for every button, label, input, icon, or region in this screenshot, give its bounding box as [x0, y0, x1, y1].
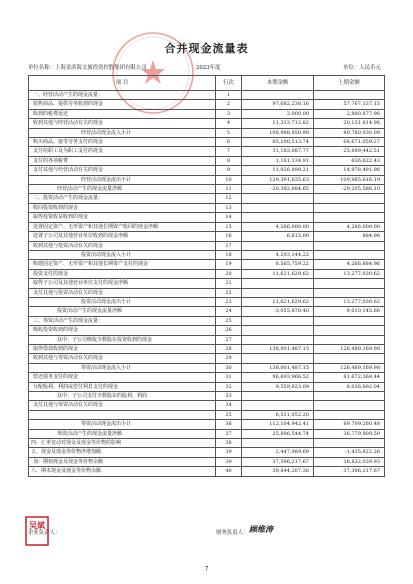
- row-item-label: 二、投资活动产生的现金流量：: [29, 194, 216, 203]
- row-item-label: 投资支付的现金: [29, 269, 216, 278]
- row-number: 23: [216, 297, 242, 306]
- row-current-amount: [242, 203, 314, 212]
- row-current-amount: 129,391,635.63: [242, 175, 314, 184]
- table-row: [29, 439, 385, 448]
- table-row: [29, 297, 385, 306]
- table-row: [29, 467, 385, 476]
- row-current-amount: [242, 392, 314, 401]
- table-row: [29, 420, 385, 429]
- row-item-label: 购建固定资产、无形资产和其他长期资产支付的现金: [29, 260, 216, 269]
- row-item-label: 支付给职工及为职工支付的现金: [29, 147, 216, 156]
- row-item-label: 收到其他与经营活动有关的现金: [29, 119, 216, 128]
- row-current-amount: -3,055,870.40: [242, 307, 314, 316]
- row-number: 9: [216, 166, 242, 175]
- row-item-label: 收到其他与投资活动有关的现金: [29, 241, 216, 250]
- row-item-label: 处置固定资产、无形资产和其他长期资产收回的现金净额: [29, 222, 216, 231]
- stamp-text: 吴斌: [29, 520, 45, 530]
- row-current-amount: -20,392,684.65: [242, 185, 314, 194]
- row-previous-amount: [314, 288, 385, 297]
- row-number: 34: [216, 401, 242, 410]
- row-previous-amount: 25,699,442.51: [314, 147, 385, 156]
- row-number: 16: [216, 232, 242, 241]
- header-current: 本期金额: [242, 76, 314, 91]
- table-row: [29, 250, 385, 259]
- row-item-label: 投资活动产生的现金流量净额: [29, 307, 216, 316]
- row-item-label: 收回投资收到的现金: [29, 203, 216, 212]
- row-number: 40: [216, 467, 242, 476]
- row-previous-amount: 109,985,616.19: [314, 175, 385, 184]
- row-previous-amount: 126,489,169.98: [314, 344, 385, 353]
- row-current-amount: [242, 316, 314, 325]
- row-number: 21: [216, 279, 242, 288]
- row-current-amount: 25,896,544.74: [242, 429, 314, 438]
- row-item-label: 购买商品、接受劳务支付的现金: [29, 138, 216, 147]
- row-current-amount: [242, 288, 314, 297]
- table-row: [29, 91, 385, 100]
- row-previous-amount: [314, 203, 385, 212]
- row-item-label: 其中：子公司支付少数股东的股利、利润: [29, 392, 216, 401]
- table-row: [29, 382, 385, 391]
- table-row: [29, 109, 385, 118]
- row-item-label: 投资活动现金流入小计: [29, 250, 216, 259]
- cash-flow-table: [28, 75, 385, 477]
- row-item-label: 支付其他与筹资活动有关的现金: [29, 401, 216, 410]
- row-previous-amount: [314, 241, 385, 250]
- row-number: 27: [216, 335, 242, 344]
- table-row: [29, 363, 385, 372]
- row-number: 24: [216, 307, 242, 316]
- table-row: [29, 326, 385, 335]
- row-current-amount: 8,565,759.22: [242, 260, 314, 269]
- header-item: 项 目: [29, 76, 216, 91]
- row-previous-amount: 4,266,884.96: [314, 260, 385, 269]
- row-item-label: 经营活动产生的现金流量净额: [29, 185, 216, 194]
- row-number: 25: [216, 316, 242, 325]
- row-number: 5: [216, 128, 242, 137]
- row-previous-amount: 89,709,260.48: [314, 420, 385, 429]
- row-item-label: 处置子公司及其他营业单位收到的现金净额: [29, 232, 216, 241]
- row-previous-amount: [314, 410, 385, 419]
- row-item-label: 收到的税费返还: [29, 109, 216, 118]
- row-current-amount: [242, 91, 314, 100]
- row-previous-amount: -1,435,822.26: [314, 448, 385, 457]
- row-item-label: 投资活动现金流出小计: [29, 297, 216, 306]
- row-current-amount: 11,621,629.62: [242, 297, 314, 306]
- row-number: 30: [216, 363, 242, 372]
- row-number: 32: [216, 382, 242, 391]
- table-row: [29, 373, 385, 382]
- row-number: 13: [216, 203, 242, 212]
- row-previous-amount: 4,266,000.00: [314, 222, 385, 231]
- row-current-amount: [242, 326, 314, 335]
- row-current-amount: 6,511,052.20: [242, 410, 314, 419]
- row-item-label: 收到其他与筹资活动有关的现金: [29, 354, 216, 363]
- table-row: [29, 279, 385, 288]
- row-item-label: 五、现金及现金等价物净增加额: [29, 448, 216, 457]
- row-current-amount: [242, 401, 314, 410]
- row-number: 39: [216, 457, 242, 466]
- row-number: 1: [216, 91, 242, 100]
- table-row: [29, 119, 385, 128]
- row-current-amount: 39,844,207.36: [242, 467, 314, 476]
- leader-label: 企业负责人：: [28, 530, 61, 536]
- table-header-row: [29, 76, 385, 91]
- row-item-label: 筹资活动产生的现金流量净额: [29, 429, 216, 438]
- table-row: [29, 269, 385, 278]
- row-previous-amount: 13,277,030.62: [314, 297, 385, 306]
- row-current-amount: [242, 213, 314, 222]
- row-current-amount: 96,693,966.52: [242, 373, 314, 382]
- row-number: 6: [216, 138, 242, 147]
- row-number: 35: [216, 410, 242, 419]
- row-item-label: 销售商品、提供劳务收到的现金: [29, 100, 216, 109]
- page-title: 合并现金流量表: [164, 42, 249, 55]
- row-number: 22: [216, 288, 242, 297]
- row-number: 11: [216, 185, 242, 194]
- table-row: [29, 448, 385, 457]
- row-previous-amount: 9,010,145.66: [314, 307, 385, 316]
- row-current-amount: [242, 279, 314, 288]
- row-current-amount: 11,926,899.21: [242, 166, 314, 175]
- row-number: 19: [216, 260, 242, 269]
- row-current-amount: 37,396,217.67: [242, 457, 314, 466]
- row-previous-amount: [314, 439, 385, 448]
- table-row: [29, 344, 385, 353]
- row-previous-amount: 57,767,337.15: [314, 100, 385, 109]
- row-previous-amount: [314, 213, 385, 222]
- row-current-amount: 9,559,923.09: [242, 382, 314, 391]
- row-item-label: [29, 410, 216, 419]
- header-previous: 上期金额: [314, 76, 385, 91]
- row-current-amount: 4,293,144.22: [242, 250, 314, 259]
- row-number: 20: [216, 269, 242, 278]
- row-item-label: 加：期初现金及现金等价物余额: [29, 457, 216, 466]
- row-number: 39: [216, 448, 242, 457]
- row-number: 4: [216, 119, 242, 128]
- table-row: [29, 128, 385, 137]
- table-row: [29, 213, 385, 222]
- table-row: [29, 307, 385, 316]
- table-row: [29, 232, 385, 241]
- row-number: 2: [216, 100, 242, 109]
- row-number: 17: [216, 241, 242, 250]
- row-item-label: 支付其他与投资活动有关的现金: [29, 288, 216, 297]
- row-previous-amount: 636,622.43: [314, 156, 385, 165]
- table-row: [29, 175, 385, 184]
- row-previous-amount: [314, 354, 385, 363]
- row-previous-amount: 81,672,368.44: [314, 373, 385, 382]
- row-item-label: 分配股利、利润或偿付利息支付的现金: [29, 382, 216, 391]
- table-row: [29, 335, 385, 344]
- row-number: 10: [216, 175, 242, 184]
- row-previous-amount: 13,277,030.62: [314, 269, 385, 278]
- unit-name: 单位名称：上海金滨海文旅投资控股集团有限公司: [28, 65, 147, 71]
- row-number: 12: [216, 194, 242, 203]
- row-number: 31: [216, 373, 242, 382]
- row-number: 38: [216, 439, 242, 448]
- row-current-amount: 108,998,950.98: [242, 128, 314, 137]
- row-previous-amount: [314, 401, 385, 410]
- row-previous-amount: [314, 326, 385, 335]
- row-current-amount: [242, 354, 314, 363]
- row-number: 29: [216, 354, 242, 363]
- row-item-label: 取得借款收到的现金: [29, 344, 216, 353]
- row-previous-amount: [314, 250, 385, 259]
- row-number: 8: [216, 156, 242, 165]
- table-row: [29, 100, 385, 109]
- table-row: [29, 203, 385, 212]
- row-item-label: 其中：子公司吸收少数股东投资收到的现金: [29, 335, 216, 344]
- row-previous-amount: -29,205,586.10: [314, 185, 385, 194]
- row-number: 7: [216, 147, 242, 156]
- table-row: [29, 410, 385, 419]
- row-current-amount: 112,104,942.41: [242, 420, 314, 429]
- row-previous-amount: 37,396,217.67: [314, 467, 385, 476]
- row-previous-amount: 126,489,169.98: [314, 363, 385, 372]
- finance-signature: 顾维涛: [249, 524, 273, 534]
- row-current-amount: 1,181,134.91: [242, 156, 314, 165]
- row-item-label: 筹资活动现金流出小计: [29, 420, 216, 429]
- row-previous-amount: [314, 392, 385, 401]
- row-previous-amount: 14,978,491.98: [314, 166, 385, 175]
- table-row: [29, 316, 385, 325]
- row-current-amount: 97,682,238.16: [242, 100, 314, 109]
- row-current-amount: 11,313,712.82: [242, 119, 314, 128]
- finance-label: 财务负责人：: [216, 530, 249, 536]
- table-row: [29, 147, 385, 156]
- table-row: [29, 166, 385, 175]
- table-row: [29, 138, 385, 147]
- row-number: 33: [216, 392, 242, 401]
- row-current-amount: 6,615.00: [242, 232, 314, 241]
- row-previous-amount: 68,671,059.27: [314, 138, 385, 147]
- row-current-amount: [242, 194, 314, 203]
- row-current-amount: 11,621,629.62: [242, 269, 314, 278]
- row-number: 26: [216, 326, 242, 335]
- row-item-label: 筹资活动现金流入小计: [29, 363, 216, 372]
- row-item-label: 经营活动现金流出小计: [29, 175, 216, 184]
- row-previous-amount: 80,780,030.09: [314, 128, 385, 137]
- row-item-label: 偿还债务支付的现金: [29, 373, 216, 382]
- row-number: 14: [216, 213, 242, 222]
- row-item-label: 经营活动现金流入小计: [29, 128, 216, 137]
- row-number: 37: [216, 429, 242, 438]
- currency-unit: 单位：人民币元: [343, 65, 381, 71]
- row-previous-amount: [314, 316, 385, 325]
- table-row: [29, 429, 385, 438]
- table-row: [29, 156, 385, 165]
- row-previous-amount: [314, 279, 385, 288]
- page-number: 7: [204, 566, 209, 573]
- table-row: [29, 260, 385, 269]
- table-row: [29, 392, 385, 401]
- row-previous-amount: 884.96: [314, 232, 385, 241]
- row-current-amount: [242, 241, 314, 250]
- row-number: 28: [216, 344, 242, 353]
- row-item-label: 一、经营活动产生的现金流量：: [29, 91, 216, 100]
- table-row: [29, 241, 385, 250]
- row-current-amount: [242, 335, 314, 344]
- table-row: [29, 194, 385, 203]
- row-item-label: 取得子公司及其他营业单位支付的现金净额: [29, 279, 216, 288]
- row-previous-amount: [314, 91, 385, 100]
- row-item-label: 取得投资收益收到的现金: [29, 213, 216, 222]
- row-previous-amount: 38,832,039.93: [314, 457, 385, 466]
- row-item-label: 支付其他与经营活动有关的现金: [29, 166, 216, 175]
- row-previous-amount: 2,880,877.96: [314, 109, 385, 118]
- row-item-label: 支付的各项税费: [29, 156, 216, 165]
- row-current-amount: 138,001,487.15: [242, 344, 314, 353]
- table-row: [29, 222, 385, 231]
- row-number: 3: [216, 109, 242, 118]
- table-row: [29, 401, 385, 410]
- table-row: [29, 354, 385, 363]
- row-current-amount: [242, 439, 314, 448]
- row-current-amount: 85,100,513.74: [242, 138, 314, 147]
- row-previous-amount: 8,036,892.04: [314, 382, 385, 391]
- row-current-amount: 2,447,989.69: [242, 448, 314, 457]
- row-item-label: 六、期末现金及现金等价物余额: [29, 467, 216, 476]
- row-current-amount: 3,000.00: [242, 109, 314, 118]
- row-number: 36: [216, 420, 242, 429]
- table-row: [29, 457, 385, 466]
- row-current-amount: 4,266,000.00: [242, 222, 314, 231]
- row-current-amount: 31,183,087.77: [242, 147, 314, 156]
- row-number: 18: [216, 250, 242, 259]
- report-year: 2023年度: [196, 65, 221, 71]
- row-previous-amount: 20,131,814.98: [314, 119, 385, 128]
- table-row: [29, 185, 385, 194]
- row-previous-amount: [314, 335, 385, 344]
- row-current-amount: 138,001,487.15: [242, 363, 314, 372]
- table-row: [29, 288, 385, 297]
- row-previous-amount: [314, 194, 385, 203]
- header-row-no: 行次: [216, 76, 242, 91]
- row-item-label: 四、汇率变动对现金及现金等价物的影响: [29, 439, 216, 448]
- row-item-label: 吸收投资收到的现金: [29, 326, 216, 335]
- row-item-label: 三、筹资活动产生的现金流量：: [29, 316, 216, 325]
- row-number: 15: [216, 222, 242, 231]
- row-previous-amount: 36,779,909.50: [314, 429, 385, 438]
